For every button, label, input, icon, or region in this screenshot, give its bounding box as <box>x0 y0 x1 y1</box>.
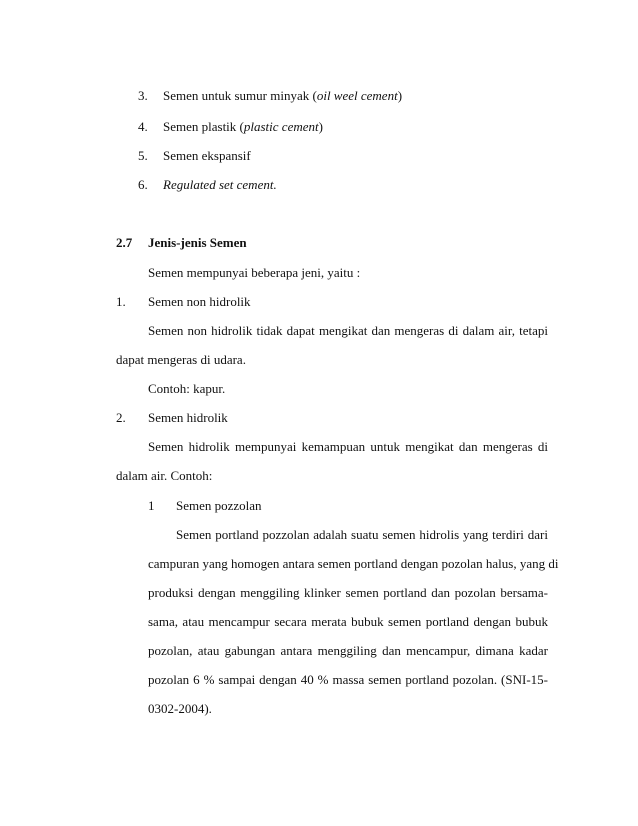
section-intro: Semen mempunyai beberapa jeni, yaitu : <box>148 265 361 280</box>
list-number: 4. <box>138 119 148 134</box>
list-text: Semen plastik (plastic cement) <box>163 119 323 134</box>
section-title: Jenis-jenis Semen <box>148 235 247 250</box>
paragraph-line: pozolan, atau gabungan antara menggiling dan mencampur, dimana kadar <box>148 643 548 658</box>
paragraph-line: 0302-2004). <box>148 701 212 716</box>
paragraph-line: Semen hidrolik mempunyai kemampuan untuk mengikat dan mengeras di <box>148 439 548 454</box>
subitem-number: 1 <box>148 498 155 513</box>
list-number: 6. <box>138 177 148 192</box>
item-number: 2. <box>116 410 126 425</box>
paragraph-line: dapat mengeras di udara. <box>116 352 246 367</box>
paragraph-line: Semen non hidrolik tidak dapat mengikat dan mengeras di dalam air, tetapi <box>148 323 548 338</box>
item-title: Semen non hidrolik <box>148 294 251 309</box>
list-text: Regulated set cement. <box>163 177 277 192</box>
list-number: 3. <box>138 88 148 103</box>
paragraph-line: campuran yang homogen antara semen portland dengan pozolan halus, yang di <box>148 556 559 571</box>
list-text: Semen ekspansif <box>163 148 251 163</box>
list-text: Semen untuk sumur minyak (oil weel cement) <box>163 88 403 103</box>
example-text: Contoh: kapur. <box>148 381 226 396</box>
section-number: 2.7 <box>116 235 133 250</box>
item-title: Semen hidrolik <box>148 410 228 425</box>
paragraph-line: Semen portland pozzolan adalah suatu semen hidrolis yang terdiri dari <box>176 527 548 542</box>
paragraph-line: dalam air. Contoh: <box>116 468 213 483</box>
paragraph-line: pozolan 6 % sampai dengan 40 % massa semen portland pozolan. (SNI-15- <box>148 672 548 687</box>
paragraph-line: sama, atau mencampur secara merata bubuk semen portland dengan bubuk <box>148 614 548 629</box>
subitem-title: Semen pozzolan <box>176 498 262 513</box>
list-number: 5. <box>138 148 148 163</box>
paragraph-line: produksi dengan menggiling klinker semen portland dan pozolan bersama- <box>148 585 548 600</box>
item-number: 1. <box>116 294 126 309</box>
